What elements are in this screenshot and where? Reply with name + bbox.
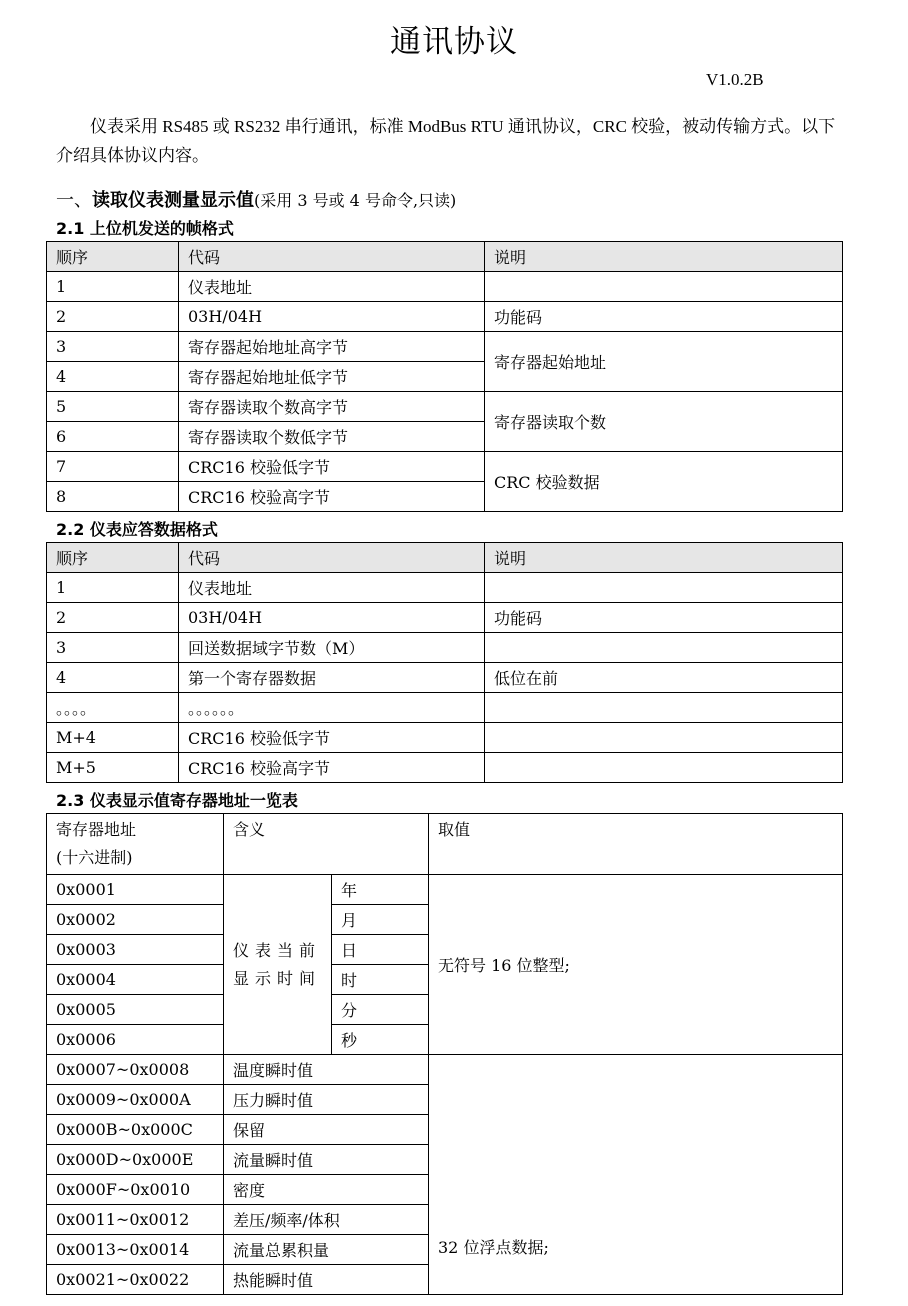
table-cell: 分 <box>332 995 429 1025</box>
table-cell: 寄存器读取个数低字节 <box>179 422 485 452</box>
table-cell: 0x0006 <box>47 1025 224 1055</box>
header-cell: 顺序 <box>47 242 179 272</box>
intro-paragraph: 仪表采用 RS485 或 RS232 串行通讯，标准 ModBus RTU 通讯协议，CRC 校验，被动传输方式。以下介绍具体协议内容。 <box>56 117 836 165</box>
table-cell: 0x0021~0x0022 <box>47 1265 224 1295</box>
table-cell: 密度 <box>224 1175 429 1205</box>
table-cell: 0x0011~0x0012 <box>47 1205 224 1235</box>
table-row <box>47 663 843 693</box>
table-cell: CRC16 校验高字节 <box>179 482 485 512</box>
table-cell: CRC16 校验低字节 <box>179 452 485 482</box>
table-cell: 寄存器读取个数高字节 <box>179 392 485 422</box>
table-cell: 6 <box>47 422 179 452</box>
table-row <box>47 452 843 482</box>
time-value-cell: 无符号 16 位整型; <box>429 875 843 1055</box>
merged-cell: 寄存器起始地址 <box>485 332 843 392</box>
section-2-1-title: 2.1 上位机发送的帧格式 <box>56 219 234 238</box>
section-2-2-title: 2.2 仪表应答数据格式 <box>56 520 218 539</box>
table-cell: 秒 <box>332 1025 429 1055</box>
table-row <box>47 272 843 302</box>
table-cell <box>485 633 843 663</box>
table-cell: 0x000F~0x0010 <box>47 1175 224 1205</box>
table-cell: 功能码 <box>485 302 843 332</box>
table-cell: M+4 <box>47 723 179 753</box>
section-2-3-title: 2.3 仪表显示值寄存器地址一览表 <box>56 791 298 810</box>
header-cell: 说明 <box>485 543 843 573</box>
document-title: 通讯协议 <box>390 24 518 60</box>
table-cell: 2 <box>47 603 179 633</box>
table-cell: 03H/04H <box>179 603 485 633</box>
table-cell: 仪表地址 <box>179 272 485 302</box>
header-cell: 代码 <box>179 242 485 272</box>
table-cell <box>485 272 843 302</box>
table-row <box>47 1055 843 1085</box>
table-cell: 3 <box>47 633 179 663</box>
table-row <box>47 633 843 663</box>
table-cell: 0x0004 <box>47 965 224 995</box>
table-cell: 日 <box>332 935 429 965</box>
table-header-row <box>47 543 843 573</box>
table-cell: 0x0013~0x0014 <box>47 1235 224 1265</box>
header-cell-address <box>47 814 224 875</box>
section-1-heading <box>56 186 456 212</box>
table-cell: 8 <box>47 482 179 512</box>
send-frame-table <box>46 241 843 512</box>
table-cell: 。。。。 <box>47 693 179 723</box>
header-cell-value: 取值 <box>429 814 843 875</box>
table-cell: 0x000D~0x000E <box>47 1145 224 1175</box>
table-cell: 仪表地址 <box>179 573 485 603</box>
table-cell: 0x0007~0x0008 <box>47 1055 224 1085</box>
table-row <box>47 875 843 905</box>
table-cell: 1 <box>47 573 179 603</box>
table-cell: 。。。。。。 <box>179 693 485 723</box>
merged-cell: 寄存器读取个数 <box>485 392 843 452</box>
section-1-note: (采用 3 号或 4 号命令,只读) <box>254 191 457 210</box>
table-cell: 寄存器起始地址高字节 <box>179 332 485 362</box>
table-cell: CRC16 校验低字节 <box>179 723 485 753</box>
table-cell: 0x0002 <box>47 905 224 935</box>
float-value-cell: 32 位浮点数据; <box>429 1055 843 1295</box>
table-row <box>47 302 843 332</box>
table-header-row <box>47 242 843 272</box>
table-cell: 4 <box>47 663 179 693</box>
table-cell: 保留 <box>224 1115 429 1145</box>
table-cell: 寄存器起始地址低字节 <box>179 362 485 392</box>
table-cell: 7 <box>47 452 179 482</box>
table-cell: 0x0005 <box>47 995 224 1025</box>
table-cell: 功能码 <box>485 603 843 633</box>
table-cell <box>485 753 843 783</box>
table-cell: 2 <box>47 302 179 332</box>
table-row <box>47 573 843 603</box>
table-row <box>47 723 843 753</box>
table-cell <box>485 693 843 723</box>
section-1-prefix: 一、 <box>56 190 92 211</box>
table-cell: 时 <box>332 965 429 995</box>
table-row <box>47 332 843 362</box>
table-cell: 回送数据域字节数（M） <box>179 633 485 663</box>
table-cell: 0x0001 <box>47 875 224 905</box>
version-label: V1.0.2B <box>706 70 764 89</box>
table-header-row <box>47 814 843 875</box>
header-cell-meaning: 含义 <box>224 814 429 875</box>
section-1-title: 读取仪表测量显示值 <box>92 190 254 211</box>
table-cell: 0x0003 <box>47 935 224 965</box>
merged-cell: CRC 校验数据 <box>485 452 843 512</box>
header-cell: 代码 <box>179 543 485 573</box>
table-cell: 流量瞬时值 <box>224 1145 429 1175</box>
table-cell: M+5 <box>47 753 179 783</box>
table-row <box>47 693 843 723</box>
table-cell: 0x0009~0x000A <box>47 1085 224 1115</box>
table-cell: 压力瞬时值 <box>224 1085 429 1115</box>
table-cell: CRC16 校验高字节 <box>179 753 485 783</box>
table-cell: 4 <box>47 362 179 392</box>
table-cell: 温度瞬时值 <box>224 1055 429 1085</box>
header-address-line1: 寄存器地址 <box>56 820 137 839</box>
table-cell: 热能瞬时值 <box>224 1265 429 1295</box>
table-cell: 0x000B~0x000C <box>47 1115 224 1145</box>
table-cell: 低位在前 <box>485 663 843 693</box>
table-cell: 流量总累积量 <box>224 1235 429 1265</box>
time-meaning-cell: 仪表当前显示时间 <box>224 875 332 1055</box>
table-cell: 1 <box>47 272 179 302</box>
table-cell: 差压/频率/体积 <box>224 1205 429 1235</box>
table-cell: 3 <box>47 332 179 362</box>
table-cell: 年 <box>332 875 429 905</box>
table-cell: 第一个寄存器数据 <box>179 663 485 693</box>
register-address-table <box>46 813 843 1295</box>
table-cell: 5 <box>47 392 179 422</box>
header-cell: 顺序 <box>47 543 179 573</box>
table-row <box>47 603 843 633</box>
table-row <box>47 392 843 422</box>
header-cell: 说明 <box>485 242 843 272</box>
header-address-line2: (十六进制) <box>56 848 133 867</box>
table-cell: 03H/04H <box>179 302 485 332</box>
table-cell: 月 <box>332 905 429 935</box>
table-cell <box>485 723 843 753</box>
table-row <box>47 753 843 783</box>
table-cell <box>485 573 843 603</box>
response-frame-table <box>46 542 843 783</box>
